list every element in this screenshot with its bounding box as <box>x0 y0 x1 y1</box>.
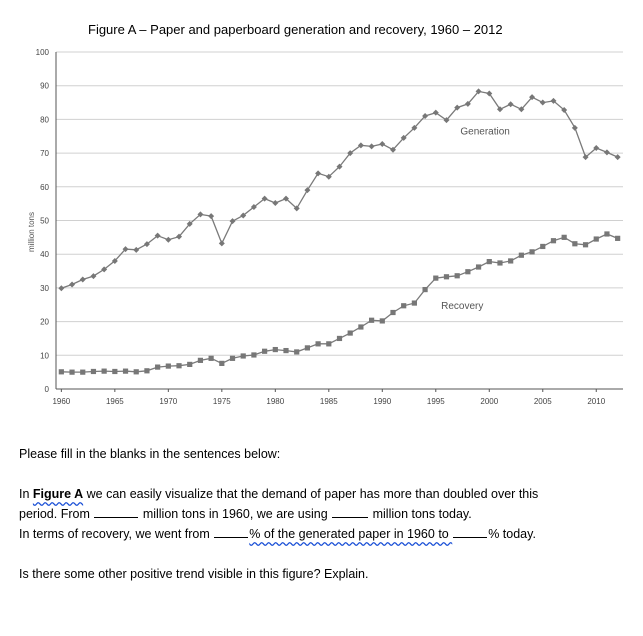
y-tick-label: 40 <box>40 250 49 260</box>
x-tick-label: 1965 <box>105 397 124 406</box>
recovery-point <box>476 264 481 269</box>
y-tick-label: 20 <box>40 317 49 327</box>
recovery-point <box>497 260 502 265</box>
recovery-point <box>433 276 438 281</box>
generation-point <box>572 125 578 131</box>
recovery-point <box>465 269 470 274</box>
blank-1960-tons[interactable] <box>94 505 138 518</box>
recovery-point <box>112 369 117 374</box>
recovery-point <box>487 259 492 264</box>
recovery-point <box>155 364 160 369</box>
generation-point <box>540 100 546 106</box>
y-tick-label: 100 <box>35 48 49 57</box>
line2-middle: million tons in 1960, we are using <box>139 507 332 521</box>
recovery-point <box>519 253 524 258</box>
line1-start: In <box>19 487 33 501</box>
blank-today-tons[interactable] <box>332 505 368 518</box>
x-tick-label: 1980 <box>266 397 285 406</box>
generation-point <box>219 240 225 246</box>
recovery-point <box>198 358 203 363</box>
series-line-generation <box>61 91 617 288</box>
recovery-point <box>144 368 149 373</box>
recovery-point <box>134 369 139 374</box>
series-line-recovery <box>61 234 617 372</box>
blank-1960-percent[interactable] <box>214 525 248 538</box>
instructions: Please fill in the blanks in the sentences below: <box>19 447 281 461</box>
x-tick-label: 2005 <box>533 397 552 406</box>
recovery-point <box>283 348 288 353</box>
line3-end: % today. <box>488 527 536 541</box>
paragraph-line-2 <box>19 504 472 524</box>
recovery-point <box>572 241 577 246</box>
generation-point <box>508 101 514 107</box>
x-tick-label: 2000 <box>480 397 499 406</box>
recovery-point <box>102 369 107 374</box>
recovery-point <box>508 258 513 263</box>
y-tick-label: 80 <box>40 115 49 125</box>
recovery-point <box>187 362 192 367</box>
blank-today-percent[interactable] <box>453 525 487 538</box>
recovery-point <box>337 336 342 341</box>
recovery-point <box>583 242 588 247</box>
generation-point <box>604 149 610 155</box>
generation-point <box>165 237 171 243</box>
x-tick-label: 1975 <box>212 397 231 406</box>
chart-title: Figure A – Paper and paperboard generation and recovery, 1960 – 2012 <box>88 22 503 37</box>
generation-point <box>208 213 214 219</box>
recovery-point <box>604 231 609 236</box>
recovery-point <box>230 356 235 361</box>
recovery-point <box>59 369 64 374</box>
y-tick-label: 90 <box>40 81 49 91</box>
y-tick-label: 60 <box>40 182 49 192</box>
recovery-point <box>69 370 74 375</box>
recovery-point <box>380 318 385 323</box>
recovery-point <box>540 244 545 249</box>
x-tick-label: 1985 <box>319 397 338 406</box>
x-tick-label: 2010 <box>587 397 606 406</box>
recovery-point <box>358 324 363 329</box>
recovery-point <box>251 352 256 357</box>
recovery-point <box>209 356 214 361</box>
y-axis-title: million tons <box>27 211 36 253</box>
series-label-generation: Generation <box>460 126 510 138</box>
recovery-point <box>273 347 278 352</box>
recovery-point <box>562 235 567 240</box>
recovery-point <box>401 303 406 308</box>
x-tick-label: 1970 <box>159 397 178 406</box>
recovery-point <box>305 345 310 350</box>
recovery-point <box>123 369 128 374</box>
x-tick-label: 1960 <box>52 397 71 406</box>
figure-reference: Figure A <box>32 487 84 501</box>
recovery-point <box>348 330 353 335</box>
line3-middle: % of the generated paper in 1960 to <box>249 527 453 541</box>
question: Is there some other positive trend visible in this figure? Explain. <box>19 567 369 581</box>
line2-start: period. From <box>19 507 94 521</box>
recovery-point <box>326 341 331 346</box>
recovery-point <box>369 318 374 323</box>
recovery-point <box>166 363 171 368</box>
recovery-point <box>390 310 395 315</box>
recovery-point <box>422 287 427 292</box>
generation-point <box>379 141 385 147</box>
y-tick-label: 10 <box>40 351 49 361</box>
recovery-point <box>241 353 246 358</box>
y-tick-label: 70 <box>40 149 49 159</box>
recovery-point <box>262 349 267 354</box>
generation-point <box>272 200 278 206</box>
y-tick-label: 30 <box>40 283 49 293</box>
recovery-point <box>551 238 556 243</box>
recovery-point <box>176 363 181 368</box>
recovery-point <box>316 341 321 346</box>
recovery-point <box>529 249 534 254</box>
line3-start: In terms of recovery, we went from <box>19 527 214 541</box>
generation-point <box>69 282 75 288</box>
recovery-point <box>455 273 460 278</box>
series-label-recovery: Recovery <box>441 300 484 312</box>
generation-point <box>230 218 236 224</box>
generation-point <box>369 143 375 149</box>
paragraph-line-1 <box>19 484 538 504</box>
generation-point <box>615 154 621 160</box>
recovery-point <box>91 369 96 374</box>
recovery-point <box>294 349 299 354</box>
recovery-point <box>444 274 449 279</box>
recovery-point <box>594 236 599 241</box>
generation-point <box>80 276 86 282</box>
line1-end: we can easily visualize that the demand of paper has more than doubled over this <box>83 487 539 501</box>
generation-point <box>58 285 64 291</box>
x-tick-label: 1995 <box>426 397 445 406</box>
line2-end: million tons today. <box>369 507 472 521</box>
paragraph-line-3 <box>19 524 536 544</box>
y-tick-label: 0 <box>44 385 49 394</box>
recovery-point <box>219 361 224 366</box>
recovery-point <box>80 370 85 375</box>
generation-point <box>133 247 139 253</box>
recovery-point <box>412 300 417 305</box>
y-tick-label: 50 <box>40 216 49 226</box>
recovery-point <box>615 236 620 241</box>
x-tick-label: 1990 <box>373 397 392 406</box>
